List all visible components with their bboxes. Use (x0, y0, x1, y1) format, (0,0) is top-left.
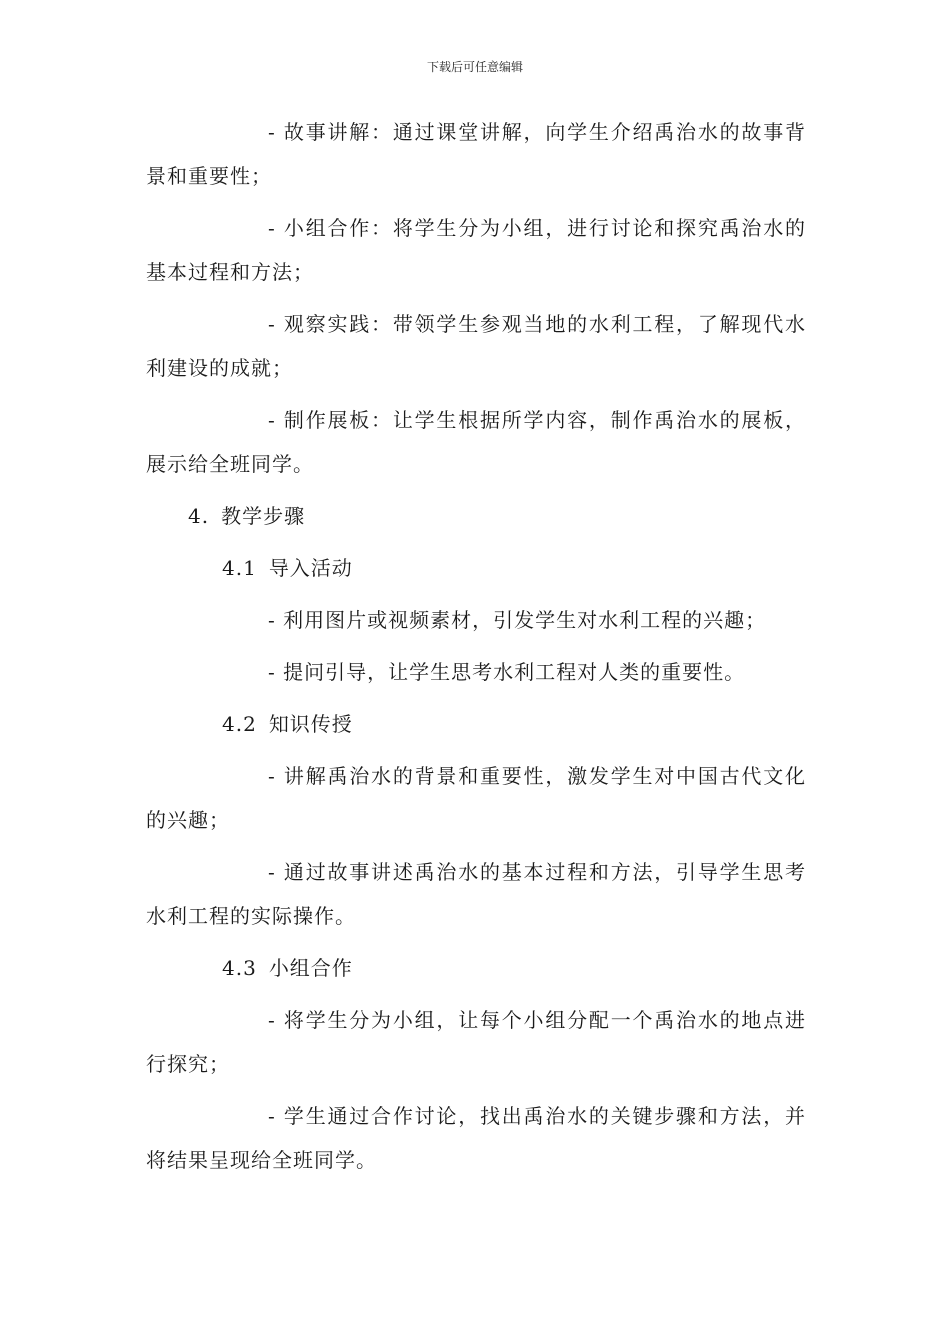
paragraph-make-display-board: - 制作展板：让学生根据所学内容，制作禹治水的展板，展示给全班同学。 (146, 408, 806, 476)
paragraph-present-results: - 学生通过合作讨论，找出禹治水的关键步骤和方法，并将结果呈现给全班同学。 (146, 1104, 806, 1172)
paragraph-assign-locations: - 将学生分为小组，让每个小组分配一个禹治水的地点进行探究； (146, 1008, 806, 1076)
paragraph-explain-background: - 讲解禹治水的背景和重要性，激发学生对中国古代文化的兴趣； (146, 764, 806, 832)
paragraph-use-media: - 利用图片或视频素材，引发学生对水利工程的兴趣； (268, 608, 767, 632)
page-header-note: 下载后可任意编辑 (426, 60, 523, 74)
paragraph-story-explanation: - 故事讲解：通过课堂讲解，向学生介绍禹治水的故事背景和重要性； (146, 120, 806, 188)
paragraph-group-cooperation: - 小组合作：将学生分为小组，进行讨论和探究禹治水的基本过程和方法； (146, 216, 806, 284)
section-heading-teaching-steps (146, 494, 806, 538)
subsection-number: 4.1 (222, 556, 257, 580)
paragraph-storytelling-process: - 通过故事讲述禹治水的基本过程和方法，引导学生思考水利工程的实际操作。 (146, 860, 806, 928)
subsection-title: 知识传授 (268, 712, 353, 736)
subsection-number: 4.2 (222, 712, 257, 736)
document-body (146, 110, 806, 1190)
paragraph-guided-questions: - 提问引导，让学生思考水利工程对人类的重要性。 (268, 660, 746, 684)
paragraph-observation-practice: - 观察实践：带领学生参观当地的水利工程，了解现代水利建设的成就； (146, 312, 806, 380)
subsection-title: 导入活动 (268, 556, 353, 580)
section-title: 教学步骤 (221, 504, 306, 528)
section-number: 4. (188, 504, 210, 528)
subsection-heading-intro-activity (146, 546, 806, 590)
subsection-title: 小组合作 (268, 956, 353, 980)
subsection-number: 4.3 (222, 956, 257, 980)
subsection-heading-group-work (146, 946, 806, 990)
subsection-heading-knowledge-teaching (146, 702, 806, 746)
